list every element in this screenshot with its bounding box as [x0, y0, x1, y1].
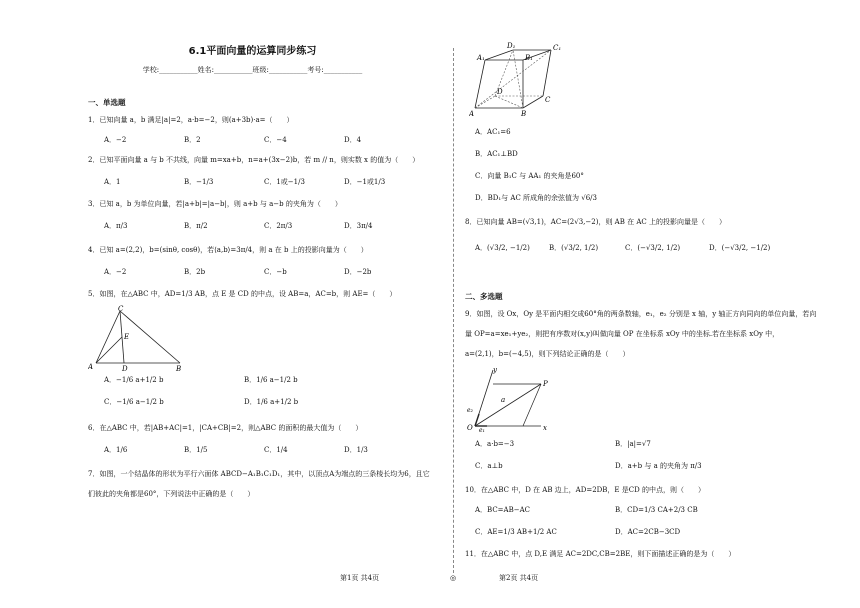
label-vector-a: a — [501, 396, 506, 404]
question-2: 2．已知平面向量 a 与 b 不共线，向量 m=xa+b，n=a+(3x−2)b，若 m // n，则实数 x 的值为（ ） — [88, 156, 420, 164]
q2-option-d: D．−1或1/3 — [344, 178, 386, 186]
q10-option-c: C．AE=1/3 AB+1/2 AC — [475, 528, 557, 536]
q3-option-a: A．π/3 — [104, 222, 128, 230]
label-b1: B₁ — [525, 54, 533, 62]
left-page — [60, 0, 445, 608]
question-9: 9．如图，设 Ox，Oy 是平面内相交成60°角的两条数轴，e₁，e₂ 分别是 x 轴，y 轴正方向同向的单位向量，若向 — [465, 310, 817, 318]
q8-option-a: A．(√3/2, −1/2) — [475, 244, 530, 252]
page-title: 6.1平面向量的运算同步练习 — [188, 46, 317, 57]
q8-option-d: D．(−√3/2, −1/2) — [709, 244, 771, 252]
q9-option-d: D．a+b 与 a 的夹角为 π/3 — [615, 462, 702, 470]
label-b: B — [176, 365, 182, 373]
q1-option-d: D．4 — [344, 136, 362, 144]
label-b: B — [521, 110, 527, 118]
q4-option-c: C．−b — [264, 268, 287, 276]
footer-page-2: 第2页 共4页 — [499, 574, 539, 582]
question-3: 3．已知 a，b 为单位向量，若|a+b|=|a−b|，则 a+b 与 a−b 的夹角为（ ） — [88, 200, 342, 208]
question-8: 8．已知向量 AB=(√3,1)，AC=(2√3,−2)，则 AB 在 AC 上的投影向量是（ ） — [465, 218, 726, 226]
question-1: 1．已知向量 a，b 满足|a|=2，a·b=−2，则(a+3b)·a=（ ） — [88, 116, 294, 124]
label-a: A — [469, 110, 475, 118]
q4-option-d: D．−2b — [344, 268, 372, 276]
q5-option-b: B．1/6 a−1/2 b — [244, 376, 298, 384]
q9-option-b: B．|a|=√7 — [615, 440, 651, 448]
question-7: 7．如图，一个结晶体的形状为平行六面体 ABCD−A₁B₁C₁D₁，其中，以顶点A为端点的三条棱长均为6，且它 — [88, 470, 430, 478]
label-d1: D₁ — [507, 42, 516, 50]
label-c1: C₁ — [553, 44, 562, 52]
q8-option-b: B．(√3/2, 1/2) — [549, 244, 599, 252]
label-c: C — [545, 96, 551, 104]
q7-option-c: C．向量 B₁C 与 AA₁ 的夹角是60° — [475, 172, 584, 180]
student-info-line: 学校:___________姓名:___________班级:___________考号:___________ — [142, 66, 363, 74]
section-single-choice: 一、单选题 — [88, 98, 126, 107]
q1-option-b: B．2 — [184, 136, 201, 144]
q6-option-d: D．1/3 — [344, 446, 368, 454]
q10-option-d: D．AC=2CB−3CD — [615, 528, 681, 536]
footer-page-1: 第1页 共4页 — [340, 574, 380, 582]
q7-option-d: D．BD₁与 AC 所成角的余弦值为 √6/3 — [475, 194, 597, 202]
q6-option-c: C．1/4 — [264, 446, 288, 454]
q2-option-b: B．−1/3 — [184, 178, 214, 186]
center-mark-icon: ◎ — [450, 574, 457, 582]
label-x: x — [543, 424, 547, 432]
q6-option-a: A．1/6 — [104, 446, 128, 454]
q10-option-b: B．CD=1/3 CA+2/3 CB — [615, 506, 698, 514]
q2-option-a: A．1 — [104, 178, 121, 186]
q5-option-a: A．−1/6 a+1/2 b — [104, 376, 164, 384]
question-9-cont: 量 OP=a=xe₁+ye₂，则把有序数对(x,y)叫做向量 OP 在坐标系 xOy 中的坐标.若在坐标系 xOy 中， — [465, 330, 780, 338]
oblique-axes-figure — [467, 364, 557, 432]
q2-option-c: C．1或−1/3 — [264, 178, 305, 186]
q9-option-a: A．a·b=−3 — [475, 440, 515, 448]
question-11: 11．在△ABC 中，点 D,E 满足 AC=2DC,CB=2BE，则下面描述正确的是为（ ） — [465, 550, 736, 558]
question-5: 5．如图，在△ABC 中，AD=1/3 AB，点 E 是 CD 的中点，设 AB=a，AC=b，则 AE=（ ） — [88, 290, 397, 298]
label-e2: e₂ — [467, 407, 473, 414]
question-4: 4．已知 a=(2,2)，b=(sinθ, cosθ)，若⟨a,b⟩=3π/4，则 a 在 b 上的投影向量为（ ） — [88, 246, 368, 254]
q1-option-a: A．−2 — [104, 136, 127, 144]
q4-option-a: A．−2 — [104, 268, 127, 276]
question-6: 6．在△ABC 中，若|AB+AC|=1，|CA+CB|=2，则△ABC 的面积的最大值为（ ） — [88, 424, 363, 432]
question-10: 10．在△ABC 中，D 在 AB 边上，AD=2DB，E 是CD 的中点，则（ ） — [465, 486, 705, 494]
q5-option-c: C．−1/6 a−1/2 b — [104, 398, 164, 406]
label-p: P — [543, 380, 548, 388]
label-d: D — [497, 88, 503, 96]
label-e1: e₁ — [479, 427, 485, 432]
label-d: D — [122, 365, 128, 373]
q9-option-c: C．a⊥b — [475, 462, 503, 470]
q7-option-b: B．AC₁⊥BD — [475, 150, 518, 158]
q8-option-c: C．(−√3/2, 1/2) — [625, 244, 681, 252]
question-7-cont: 们彼此的夹角都是60°，下列说法中正确的是（ ） — [88, 490, 255, 498]
label-a: A — [88, 363, 94, 371]
label-e: E — [124, 333, 130, 341]
q5-option-d: D．1/6 a+1/2 b — [244, 398, 299, 406]
q7-option-a: A．AC₁=6 — [475, 128, 511, 136]
q6-option-b: B．1/5 — [184, 446, 208, 454]
q3-option-c: C．2π/3 — [264, 222, 293, 230]
q1-option-c: C．−4 — [264, 136, 287, 144]
section-multi-choice: 二、多选题 — [465, 292, 503, 301]
label-c: C — [118, 305, 124, 313]
q4-option-b: B．2b — [184, 268, 206, 276]
q3-option-d: D．3π/4 — [344, 222, 373, 230]
label-a1: A₁ — [477, 54, 485, 62]
q10-option-a: A．BC=AB−AC — [475, 506, 531, 514]
parallelepiped-figure — [469, 40, 569, 118]
column-divider — [453, 48, 454, 573]
question-9-cont2: a=(2,1)，b=(−4,5)，则下列结论正确的是（ ） — [465, 350, 630, 358]
label-y: y — [493, 366, 497, 374]
label-o: O — [467, 424, 473, 432]
right-page — [465, 0, 817, 608]
triangle-figure — [88, 305, 188, 373]
q3-option-b: B．π/2 — [184, 222, 208, 230]
